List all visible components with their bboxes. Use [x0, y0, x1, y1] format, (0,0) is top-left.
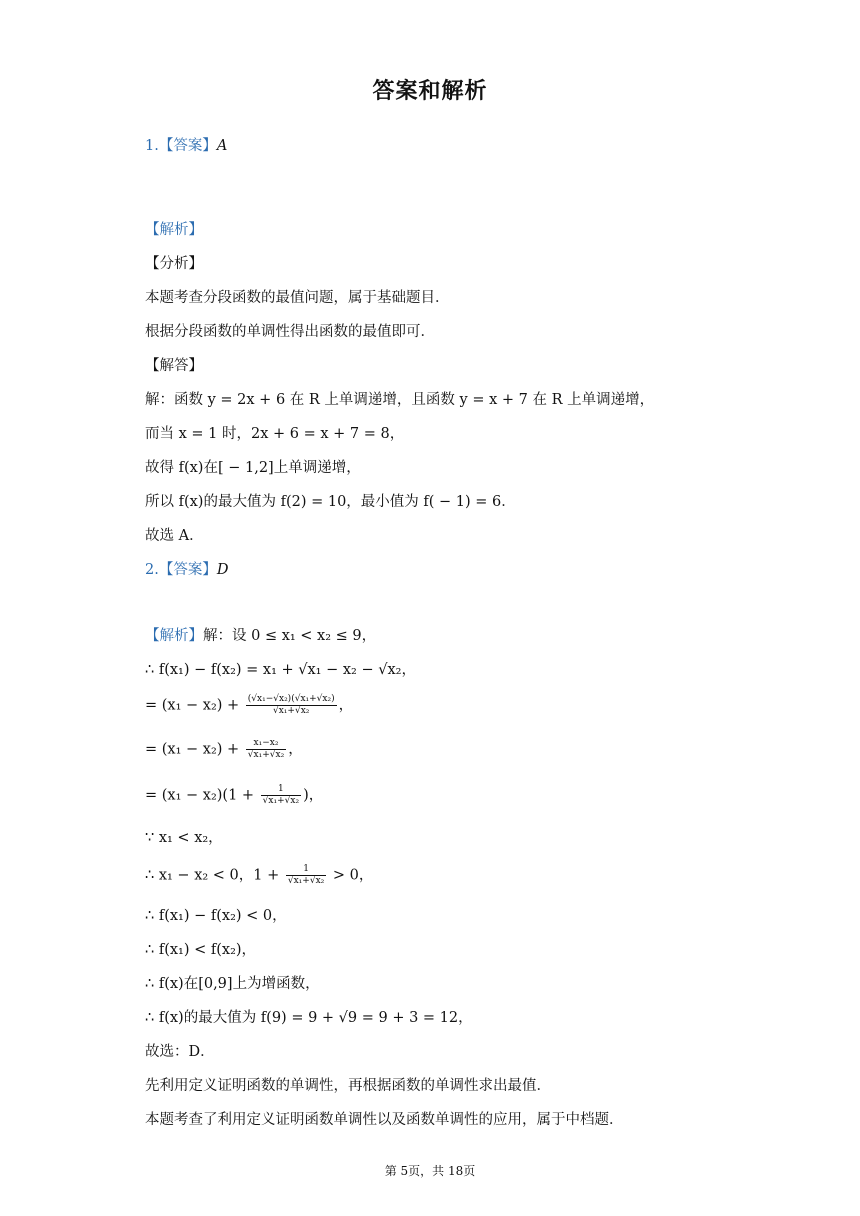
fraction-denominator: √x₁+√x₂: [273, 706, 310, 716]
q1-answer-label: 1.【答案】: [145, 138, 217, 154]
fraction-denominator: √x₁+√x₂: [262, 796, 300, 806]
fraction-denominator: √x₁+√x₂: [247, 750, 285, 760]
q2-step-3-fraction: [246, 694, 337, 717]
q1-step-4: 所以 f(x)的最大值为 f(2) = 10，最小值为 f( − 1) = 6．: [145, 494, 516, 510]
q2-step-8: ∴ f(x₁) − f(x₂) < 0，: [145, 908, 287, 924]
q2-answer-line: [145, 560, 228, 580]
q1-fenxi-text-2: 根据分段函数的单调性得出函数的最值即可．: [145, 324, 435, 340]
q2-step-11: ∴ f(x)的最大值为 f(9) = 9 + √9 = 9 + 3 = 12，: [145, 1010, 473, 1026]
page-title: 答案和解析: [372, 79, 488, 104]
q2-step-12: 故选：D．: [145, 1044, 215, 1060]
q2-step-7: [145, 864, 373, 887]
q1-step-5: 故选 A．: [145, 528, 204, 544]
q2-step-5-pre: = (x₁ − x₂)(1 +: [145, 787, 259, 804]
q2-step-3: [145, 694, 353, 717]
q2-step-7-post: > 0，: [328, 867, 374, 884]
q2-step-4: [145, 738, 303, 761]
q1-step-3: 故得 f(x)在[ − 1,2]上单调递增，: [145, 460, 361, 476]
q2-step-2: ∴ f(x₁) − f(x₂) = x₁ + √x₁ − x₂ − √x₂，: [145, 662, 416, 678]
fraction-numerator: x₁−x₂: [246, 738, 286, 750]
q2-jiexi-label: 【解析】: [145, 628, 203, 644]
q1-jieda-label: 【解答】: [145, 358, 203, 374]
q2-step-3-post: ，: [338, 697, 354, 714]
q1-fenxi-label: 【分析】: [145, 256, 203, 272]
q2-step-5-fraction: [261, 784, 301, 807]
q1-step-1: 解：函数 y = 2x + 6 在 R 上单调递增，且函数 y = x + 7 在 R 上单调递增，: [145, 392, 655, 408]
q2-step-10: ∴ f(x)在[0,9]上为增函数，: [145, 976, 320, 992]
q1-step-2: 而当 x = 1 时，2x + 6 = x + 7 = 8，: [145, 426, 405, 442]
page-footer: 第 5页，共 18页: [384, 1164, 476, 1178]
q2-answer: D: [216, 562, 229, 578]
q1-fenxi-text-1: 本题考查分段函数的最值问题，属于基础题目．: [145, 290, 450, 306]
q2-step-5: [145, 784, 323, 807]
fraction-numerator: 1: [261, 784, 301, 796]
q2-answer-label: 2.【答案】: [145, 562, 217, 578]
fraction-numerator: (√x₁−√x₂)(√x₁+√x₂): [247, 694, 335, 704]
q2-step-4-pre: = (x₁ − x₂) +: [145, 741, 244, 758]
q2-line-1: [145, 626, 376, 646]
q2-step-7-fraction: [286, 864, 326, 887]
q2-step-3-pre: = (x₁ − x₂) +: [145, 697, 244, 714]
q2-step-7-pre: ∴ x₁ − x₂ < 0，1 +: [145, 867, 284, 884]
q2-step-5-post: )，: [303, 787, 324, 804]
q2-step-4-fraction: [246, 738, 286, 761]
q1-answer: A: [216, 138, 228, 154]
q2-step-9: ∴ f(x₁) < f(x₂)，: [145, 942, 257, 958]
q1-answer-line: [145, 136, 227, 156]
fraction-denominator: √x₁+√x₂: [287, 876, 325, 886]
q2-step-13: 先利用定义证明函数的单调性，再根据函数的单调性求出最值．: [145, 1078, 551, 1094]
q1-jiexi-label: 【解析】: [145, 222, 203, 238]
q2-step-14: 本题考查了利用定义证明函数单调性以及函数单调性的应用，属于中档题．: [145, 1112, 624, 1128]
q2-step-4-post: ，: [288, 741, 303, 758]
fraction-numerator: 1: [286, 864, 326, 876]
q2-step-1: 解：设 0 ≤ x₁ < x₂ ≤ 9，: [203, 628, 377, 644]
q2-step-6: ∵ x₁ < x₂，: [145, 830, 223, 846]
